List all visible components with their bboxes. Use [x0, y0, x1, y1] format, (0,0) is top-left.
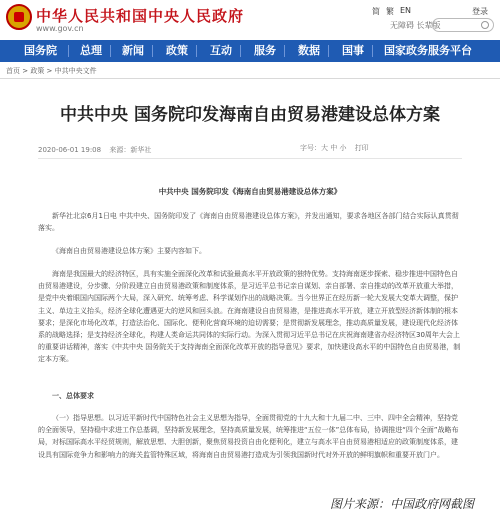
nav-divider [240, 45, 241, 57]
article-tools [300, 143, 369, 153]
article-source: 来源：新华社 [109, 146, 152, 154]
section-heading: 一、总体要求 [52, 392, 94, 400]
article-paragraph: 新华社北京6月1日电 中共中央、国务院印发了《海南自由贸易港建设总体方案》，并发出通知，要求各地区各部门结合实际认真贯彻落实。 [38, 212, 459, 233]
nav-divider [152, 45, 153, 57]
site-title[interactable]: 中华人民共和国中央人民政府 [36, 7, 245, 25]
header-bar [0, 0, 500, 38]
article-paragraph: 海南是我国最大的经济特区，具有实施全面深化改革和试验最高水平开放政策的独特优势。支持海南逐步探索、稳步推进中国特色自由贸易港建设，分步骤、分阶段建立自由贸易港政策和制度体系，是习近平总书记亲自谋划、亲自部署、亲自推动的改革开放重大举措，是党中央着眼国内国际两个大局，深入研究、统筹考虑、科学谋划作出的战略决策。当今世界正在经历新一轮大发展大变革大调整，保护主义、单边主义抬头，经济全球化遭遇更大的逆风和回头浪。在海南建设自由贸易港，是推进高水平开放，建立开放型经济新体制的根本要求；是深化市场化改革，打造法治化、国际化、便利化营商环境的迫切需要；是贯彻新发展理念，推动高质量发展，建设现代化经济体系的战略选择；是支持经济全球化，构建人类命运共同体的实际行动。为深入贯彻习近平总书记在庆祝海南建省办经济特区30周年大会上的重要讲话精神，落实《中共中央 国务院关于支持海南全面深化改革开放的指导意见》要求，加快建设高水平的中国特色自由贸易港，制定本方案。 [38, 270, 461, 364]
meta-divider [38, 158, 462, 159]
nav-divider [372, 45, 373, 57]
search-input[interactable] [432, 18, 494, 32]
lang-traditional[interactable]: 繁 [386, 7, 394, 16]
nav-item-policy[interactable]: 政策 [166, 44, 188, 57]
login-link[interactable]: 登录 [472, 7, 488, 16]
search-icon[interactable] [481, 21, 489, 29]
nav-item-premier[interactable]: 总理 [80, 44, 102, 57]
nav-item-services[interactable]: 服务 [254, 44, 276, 57]
publish-date: 2020-06-01 19:08 [38, 146, 102, 154]
accessibility-tools[interactable]: 无障碍 长辈版 [390, 21, 441, 30]
main-nav [0, 40, 500, 62]
nav-divider [68, 45, 69, 57]
national-emblem-icon[interactable] [6, 4, 32, 30]
font-size-controls[interactable]: 字号：大 中 小 [300, 144, 347, 152]
article-title: 中共中央 国务院印发海南自由贸易港建设总体方案 [60, 105, 440, 125]
nav-divider [328, 45, 329, 57]
nav-item-news[interactable]: 新闻 [122, 44, 144, 57]
nav-item-gov-service-platform[interactable]: 国家政务服务平台 [384, 44, 472, 57]
breadcrumb-divider [0, 78, 500, 79]
article-subheading: 中共中央 国务院印发《海南自由贸易港建设总体方案》 [158, 187, 342, 196]
lang-english[interactable]: EN [400, 6, 412, 15]
nav-item-state-council[interactable]: 国务院 [24, 44, 57, 57]
article-paragraph: （一）指导思想。以习近平新时代中国特色社会主义思想为指导，全面贯彻党的十九大和十九届二中、三中、四中全会精神，坚持党的全面领导，坚持稳中求进工作总基调，坚持新发展理念，坚持高质量发展，统筹推进“五位一体”总体布局，协调推进“四个全面”战略布局，对标国际高水平经贸规则，解放思想、大胆创新，聚焦贸易投资自由化便利化，建立与高水平自由贸易港相适应的政策制度体系，建设具有国际竞争力和影响力的海关监管特殊区域，将海南自由贸易港打造成为引领我国新时代对外开放的鲜明旗帜和重要开放门户。 [38, 414, 459, 459]
image-credit: 图片来源：中国政府网截图 [330, 497, 475, 511]
site-url: www.gov.cn [36, 24, 84, 33]
nav-item-interaction[interactable]: 互动 [210, 44, 232, 57]
nav-divider [196, 45, 197, 57]
article-meta [38, 145, 157, 155]
lang-simplified[interactable]: 简 [372, 7, 380, 16]
article-paragraph: 《海南自由贸易港建设总体方案》主要内容如下。 [52, 247, 206, 255]
nav-divider [284, 45, 285, 57]
nav-item-state-affairs[interactable]: 国事 [342, 44, 364, 57]
print-button[interactable]: 打印 [354, 144, 369, 152]
nav-item-data[interactable]: 数据 [298, 44, 320, 57]
breadcrumb[interactable]: 首页 > 政策 > 中共中央文件 [6, 67, 97, 75]
nav-divider [110, 45, 111, 57]
